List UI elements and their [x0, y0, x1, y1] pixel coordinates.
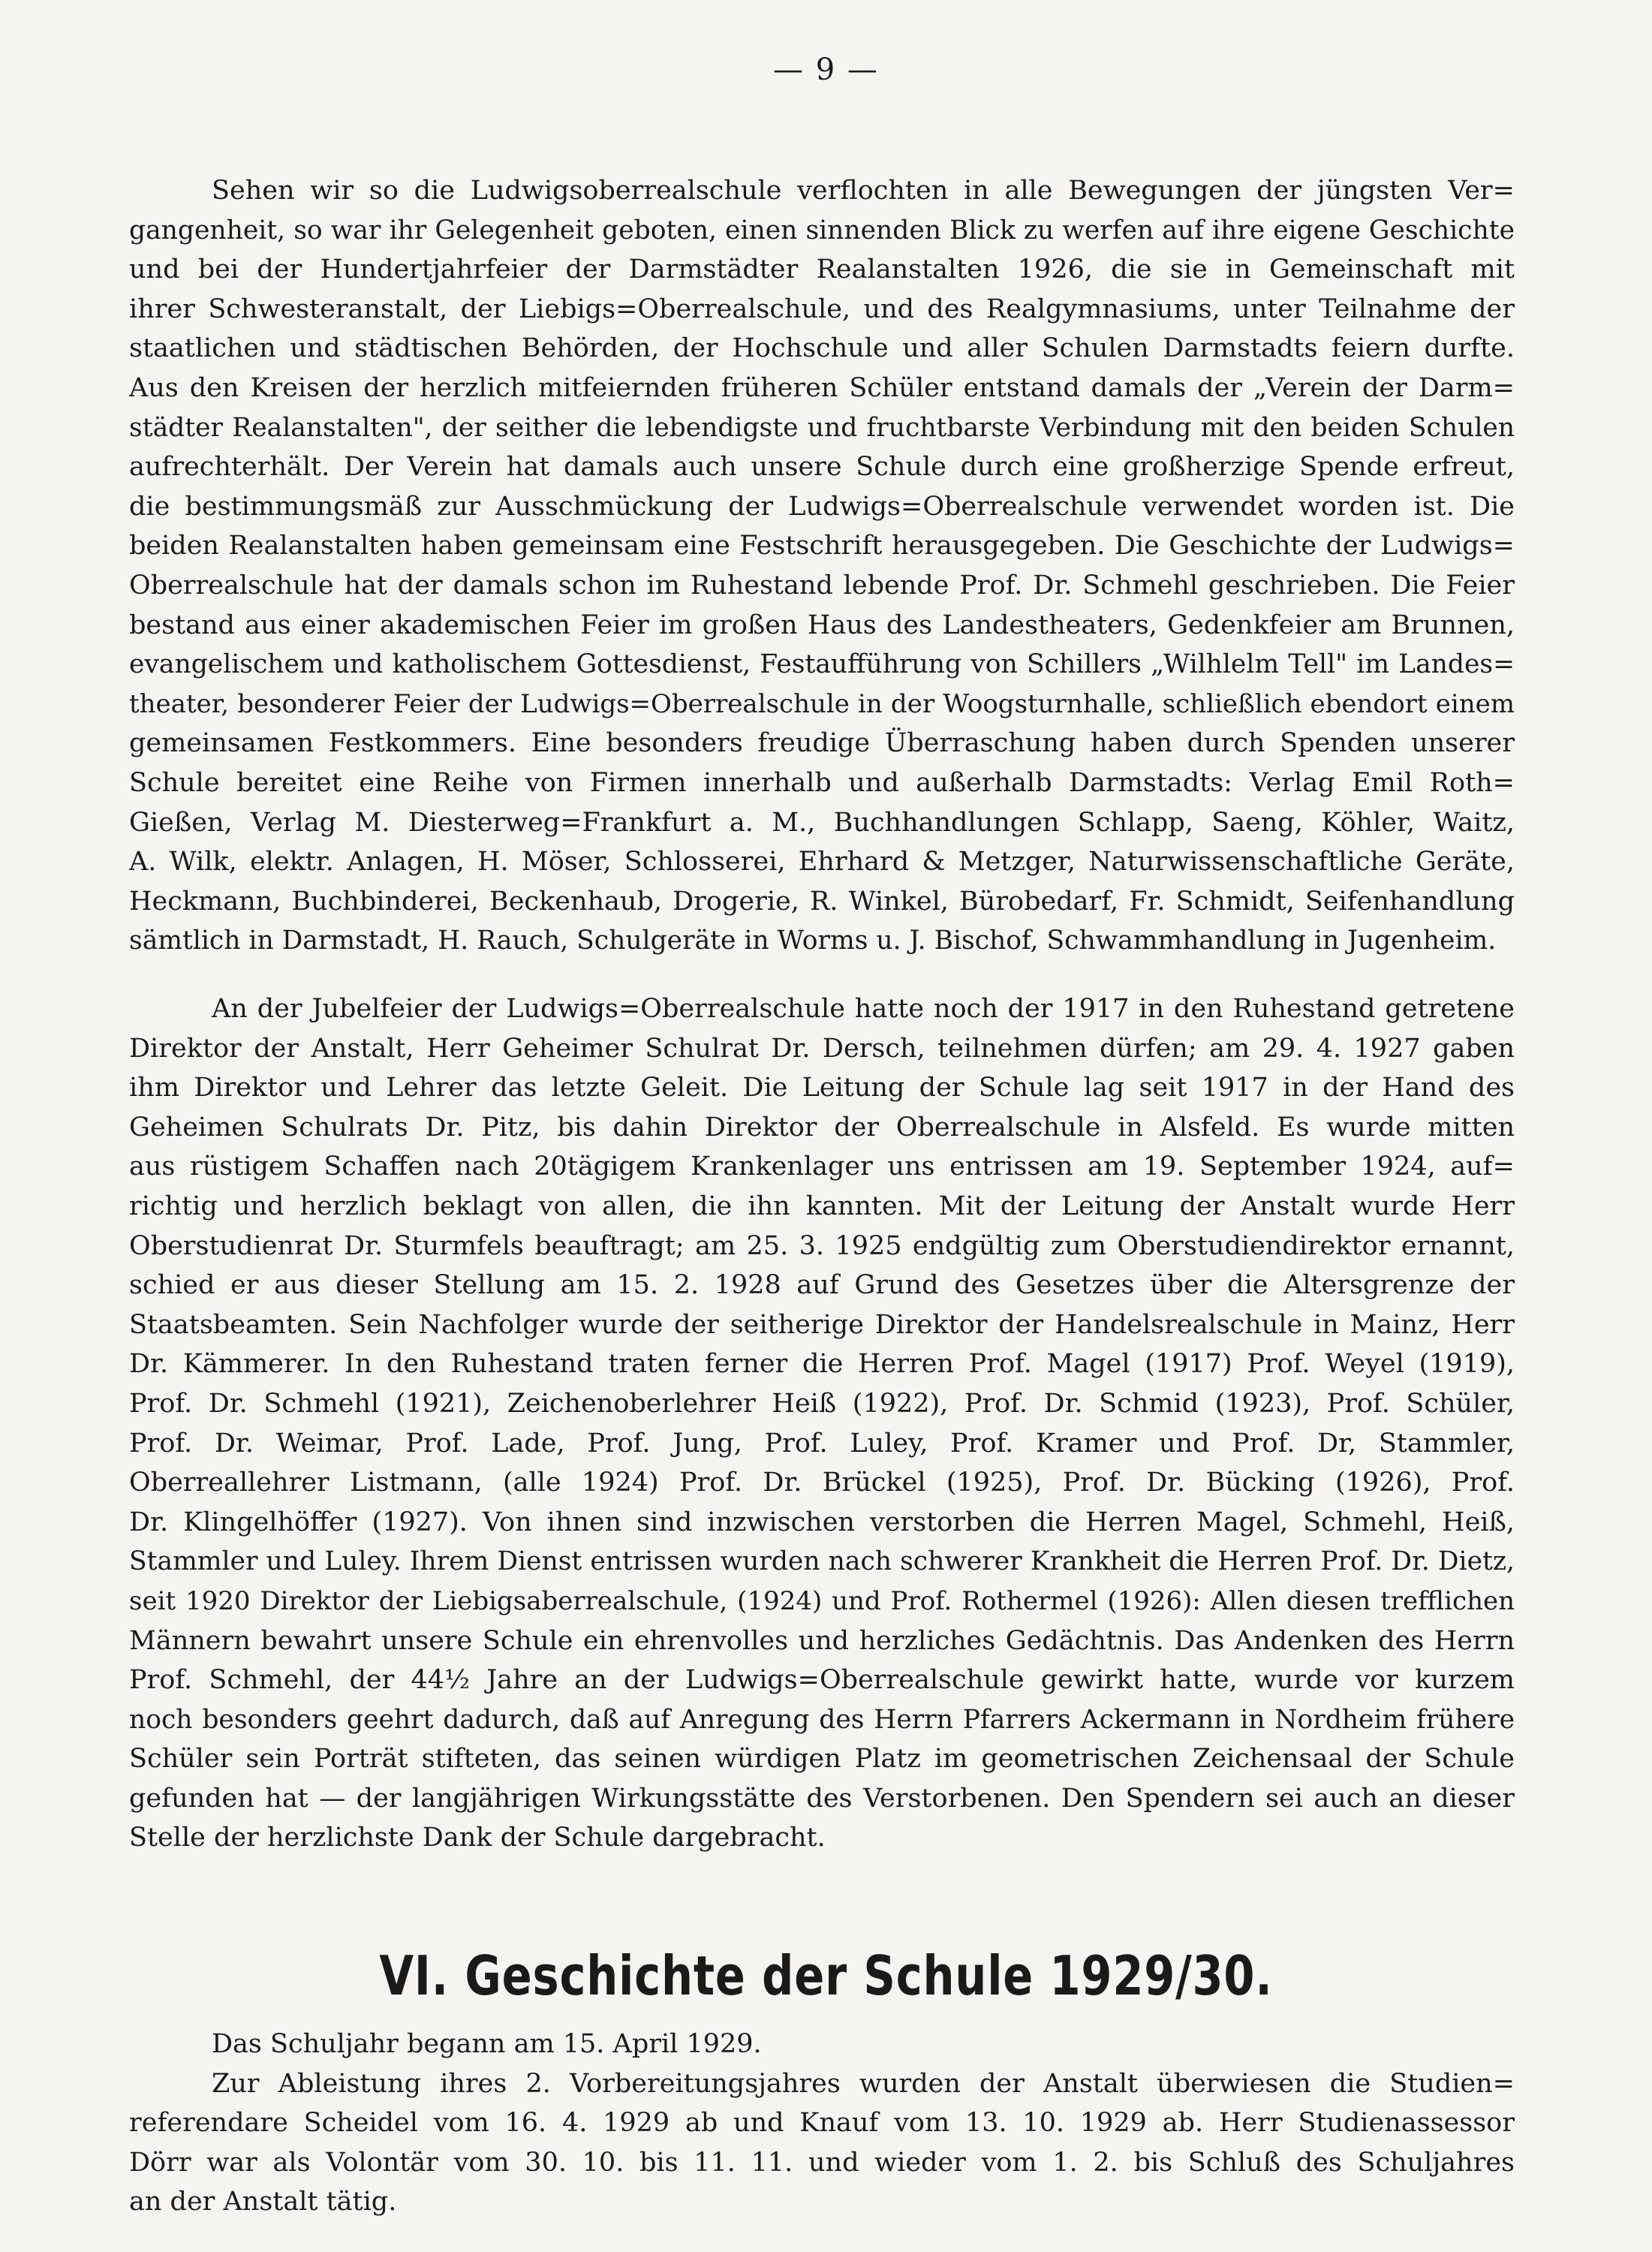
text-line: Direktor der Anstalt, Herr Geheimer Schulrat Dr. Dersch, teilnehmen dürfen; am 29. 4. 1927 gaben	[129, 1033, 1515, 1064]
text-line: schied er aus dieser Stellung am 15. 2. 1928 auf Grund des Gesetzes über die Altersgrenze der	[129, 1270, 1515, 1301]
paragraph-staff-history	[129, 989, 1515, 1858]
text-line: die bestimmungsmäß zur Ausschmückung der Ludwigs=Oberrealschule verwendet worden ist. Die	[129, 491, 1515, 522]
text-line: Prof. Schmehl, der 44½ Jahre an der Ludwigs=Oberrealschule gewirkt hatte, wurde vor kurzem	[129, 1665, 1515, 1696]
text-line: Stelle der herzlichste Dank der Schule dargebracht.	[129, 1823, 826, 1853]
text-line: Dörr war als Volontär vom 30. 10. bis 11. 11. und wieder vom 1. 2. bis Schluß des Schuljahres	[129, 2147, 1515, 2178]
text-line: und bei der Hundertjahrfeier der Darmstädter Realanstalten 1926, die sie in Gemeinschaft mit	[129, 254, 1515, 285]
text-line: Staatsbeamten. Sein Nachfolger wurde der seitherige Direktor der Handelsrealschule in Mainz, Herr	[129, 1309, 1515, 1340]
text-line: an der Anstalt tätig.	[129, 2187, 397, 2217]
text-line: beiden Realanstalten haben gemeinsam eine Festschrift herausgegeben. Die Geschichte der Ludwigs=	[129, 531, 1515, 561]
text-line: Heckmann, Buchbinderei, Beckenhaub, Drogerie, R. Winkel, Bürobedarf, Fr. Schmidt, Seifenhandlung	[129, 886, 1515, 917]
page-number: — 9 —	[773, 53, 879, 87]
text-line: noch besonders geehrt dadurch, daß auf Anregung des Herrn Pfarrers Ackermann in Nordheim frühere	[129, 1704, 1515, 1735]
text-line: Dr. Kämmerer. In den Ruhestand traten ferner die Herren Prof. Magel (1917) Prof. Weyel (1919),	[129, 1349, 1515, 1380]
text-line: Das Schuljahr begann am 15. April 1929.	[212, 2029, 762, 2059]
text-line: Gießen, Verlag M. Diesterweg=Frankfurt a. M., Buchhandlungen Schlapp, Saeng, Köhler, Waitz,	[129, 807, 1515, 838]
text-line: Prof. Dr. Schmehl (1921), Zeichenoberlehrer Heiß (1922), Prof. Dr. Schmid (1923), Prof. Schüler,	[129, 1388, 1515, 1419]
text-line: Schüler sein Porträt stifteten, das seinen würdigen Platz im geometrischen Zeichensaal der Schule	[129, 1744, 1515, 1775]
text-line: Oberrealschule hat der damals schon im Ruhestand lebende Prof. Dr. Schmehl geschrieben. Die Feier	[129, 570, 1515, 601]
text-line: seit 1920 Direktor der Liebigsaberrealschule, (1924) und Prof. Rothermel (1926): Allen diesen trefflichen	[129, 1585, 1515, 1616]
text-line: gemeinsamen Festkommers. Eine besonders freudige Überraschung haben durch Spenden unserer	[129, 728, 1515, 759]
text-line: staatlichen und städtischen Behörden, der Hochschule und aller Schulen Darmstadts feiern durfte.	[129, 333, 1515, 364]
text-line: bestand aus einer akademischen Feier im großen Haus des Landestheaters, Gedenkfeier am Brunnen,	[129, 610, 1515, 640]
text-line: sämtlich in Darmstadt, H. Rauch, Schulgeräte in Worms u. J. Bischof, Schwammhandlung in Jugenheim.	[129, 926, 1497, 956]
text-line: theater, besonderer Feier der Ludwigs=Oberrealschule in der Woogsturnhalle, schließlich ebendort einem	[129, 688, 1515, 719]
text-line: Sehen wir so die Ludwigsoberrealschule verflochten in alle Bewegungen der jüngsten Ver=	[212, 176, 1515, 206]
paragraph-centenary	[129, 171, 1515, 961]
text-line: Oberreallehrer Listmann, (alle 1924) Prof. Dr. Brückel (1925), Prof. Dr. Bücking (1926), Prof.	[129, 1468, 1515, 1498]
text-line: Geheimen Schulrats Dr. Pitz, bis dahin Direktor der Oberrealschule in Alsfeld. Es wurde mitten	[129, 1112, 1515, 1143]
text-line: evangelischem und katholischem Gottesdienst, Festaufführung von Schillers „Wilhlelm Tell" im Landes=	[129, 649, 1515, 680]
text-line: Zur Ableistung ihres 2. Vorbereitungsjahres wurden der Anstalt überwiesen die Studien=	[212, 2068, 1515, 2099]
text-line: gangenheit, so war ihr Gelegenheit geboten, einen sinnenden Blick zu werfen auf ihre eigene Geschichte	[129, 215, 1515, 245]
text-line: Oberstudienrat Dr. Sturmfels beauftragt; am 25. 3. 1925 endgültig zum Oberstudiendirektor ernannt,	[129, 1230, 1515, 1261]
text-line: Dr. Klingelhöffer (1927). Von ihnen sind inzwischen verstorben die Herren Magel, Schmehl, Heiß,	[129, 1507, 1515, 1537]
text-line: städter Realanstalten", der seither die lebendigste und fruchtbarste Verbindung mit den beiden Schulen	[129, 412, 1515, 443]
text-line: An der Jubelfeier der Ludwigs=Oberrealschule hatte noch der 1917 in den Ruhestand getretene	[212, 994, 1515, 1024]
text-line: Prof. Dr. Weimar, Prof. Lade, Prof. Jung, Prof. Luley, Prof. Kramer und Prof. Dr, Stammler,	[129, 1428, 1515, 1459]
text-line: referendare Scheidel vom 16. 4. 1929 ab und Knauf vom 13. 10. 1929 ab. Herr Studienassessor	[129, 2108, 1515, 2139]
text-line: ihrer Schwesteranstalt, der Liebigs=Oberrealschule, und des Realgymnasiums, unter Teilnahme der	[129, 294, 1515, 324]
text-line: Männern bewahrt unsere Schule ein ehrenvolles und herzliches Gedächtnis. Das Andenken des Herrn	[129, 1625, 1515, 1656]
paragraph-school-year	[129, 2025, 1515, 2222]
text-line: Aus den Kreisen der herzlich mitfeiernden früheren Schüler entstand damals der „Verein der Darm=	[129, 372, 1515, 403]
text-line: A. Wilk, elektr. Anlagen, H. Möser, Schlosserei, Ehrhard & Metzger, Naturwissenschaftliche Geräte,	[129, 847, 1515, 878]
text-line: Schule bereitet eine Reihe von Firmen innerhalb und außerhalb Darmstadts: Verlag Emil Roth=	[129, 767, 1515, 798]
section-heading: VI. Geschichte der Schule 1929/30.	[379, 1944, 1273, 2007]
text-line: richtig und herzlich beklagt von allen, die ihn kannten. Mit der Leitung der Anstalt wurde Herr	[129, 1191, 1515, 1221]
text-line: gefunden hat — der langjährigen Wirkungsstätte des Verstorbenen. Den Spendern sei auch an dieser	[129, 1783, 1515, 1814]
text-line: ihm Direktor und Lehrer das letzte Geleit. Die Leitung der Schule lag seit 1917 in der Hand des	[129, 1073, 1515, 1103]
text-line: aufrechterhält. Der Verein hat damals auch unsere Schule durch eine großherzige Spende erfreut,	[129, 452, 1515, 483]
text-line: Stammler und Luley. Ihrem Dienst entrissen wurden nach schwerer Krankheit die Herren Prof. Dr. Dietz,	[129, 1546, 1515, 1577]
text-line: aus rüstigem Schaffen nach 20tägigem Krankenlager uns entrissen am 19. September 1924, auf=	[129, 1152, 1515, 1182]
